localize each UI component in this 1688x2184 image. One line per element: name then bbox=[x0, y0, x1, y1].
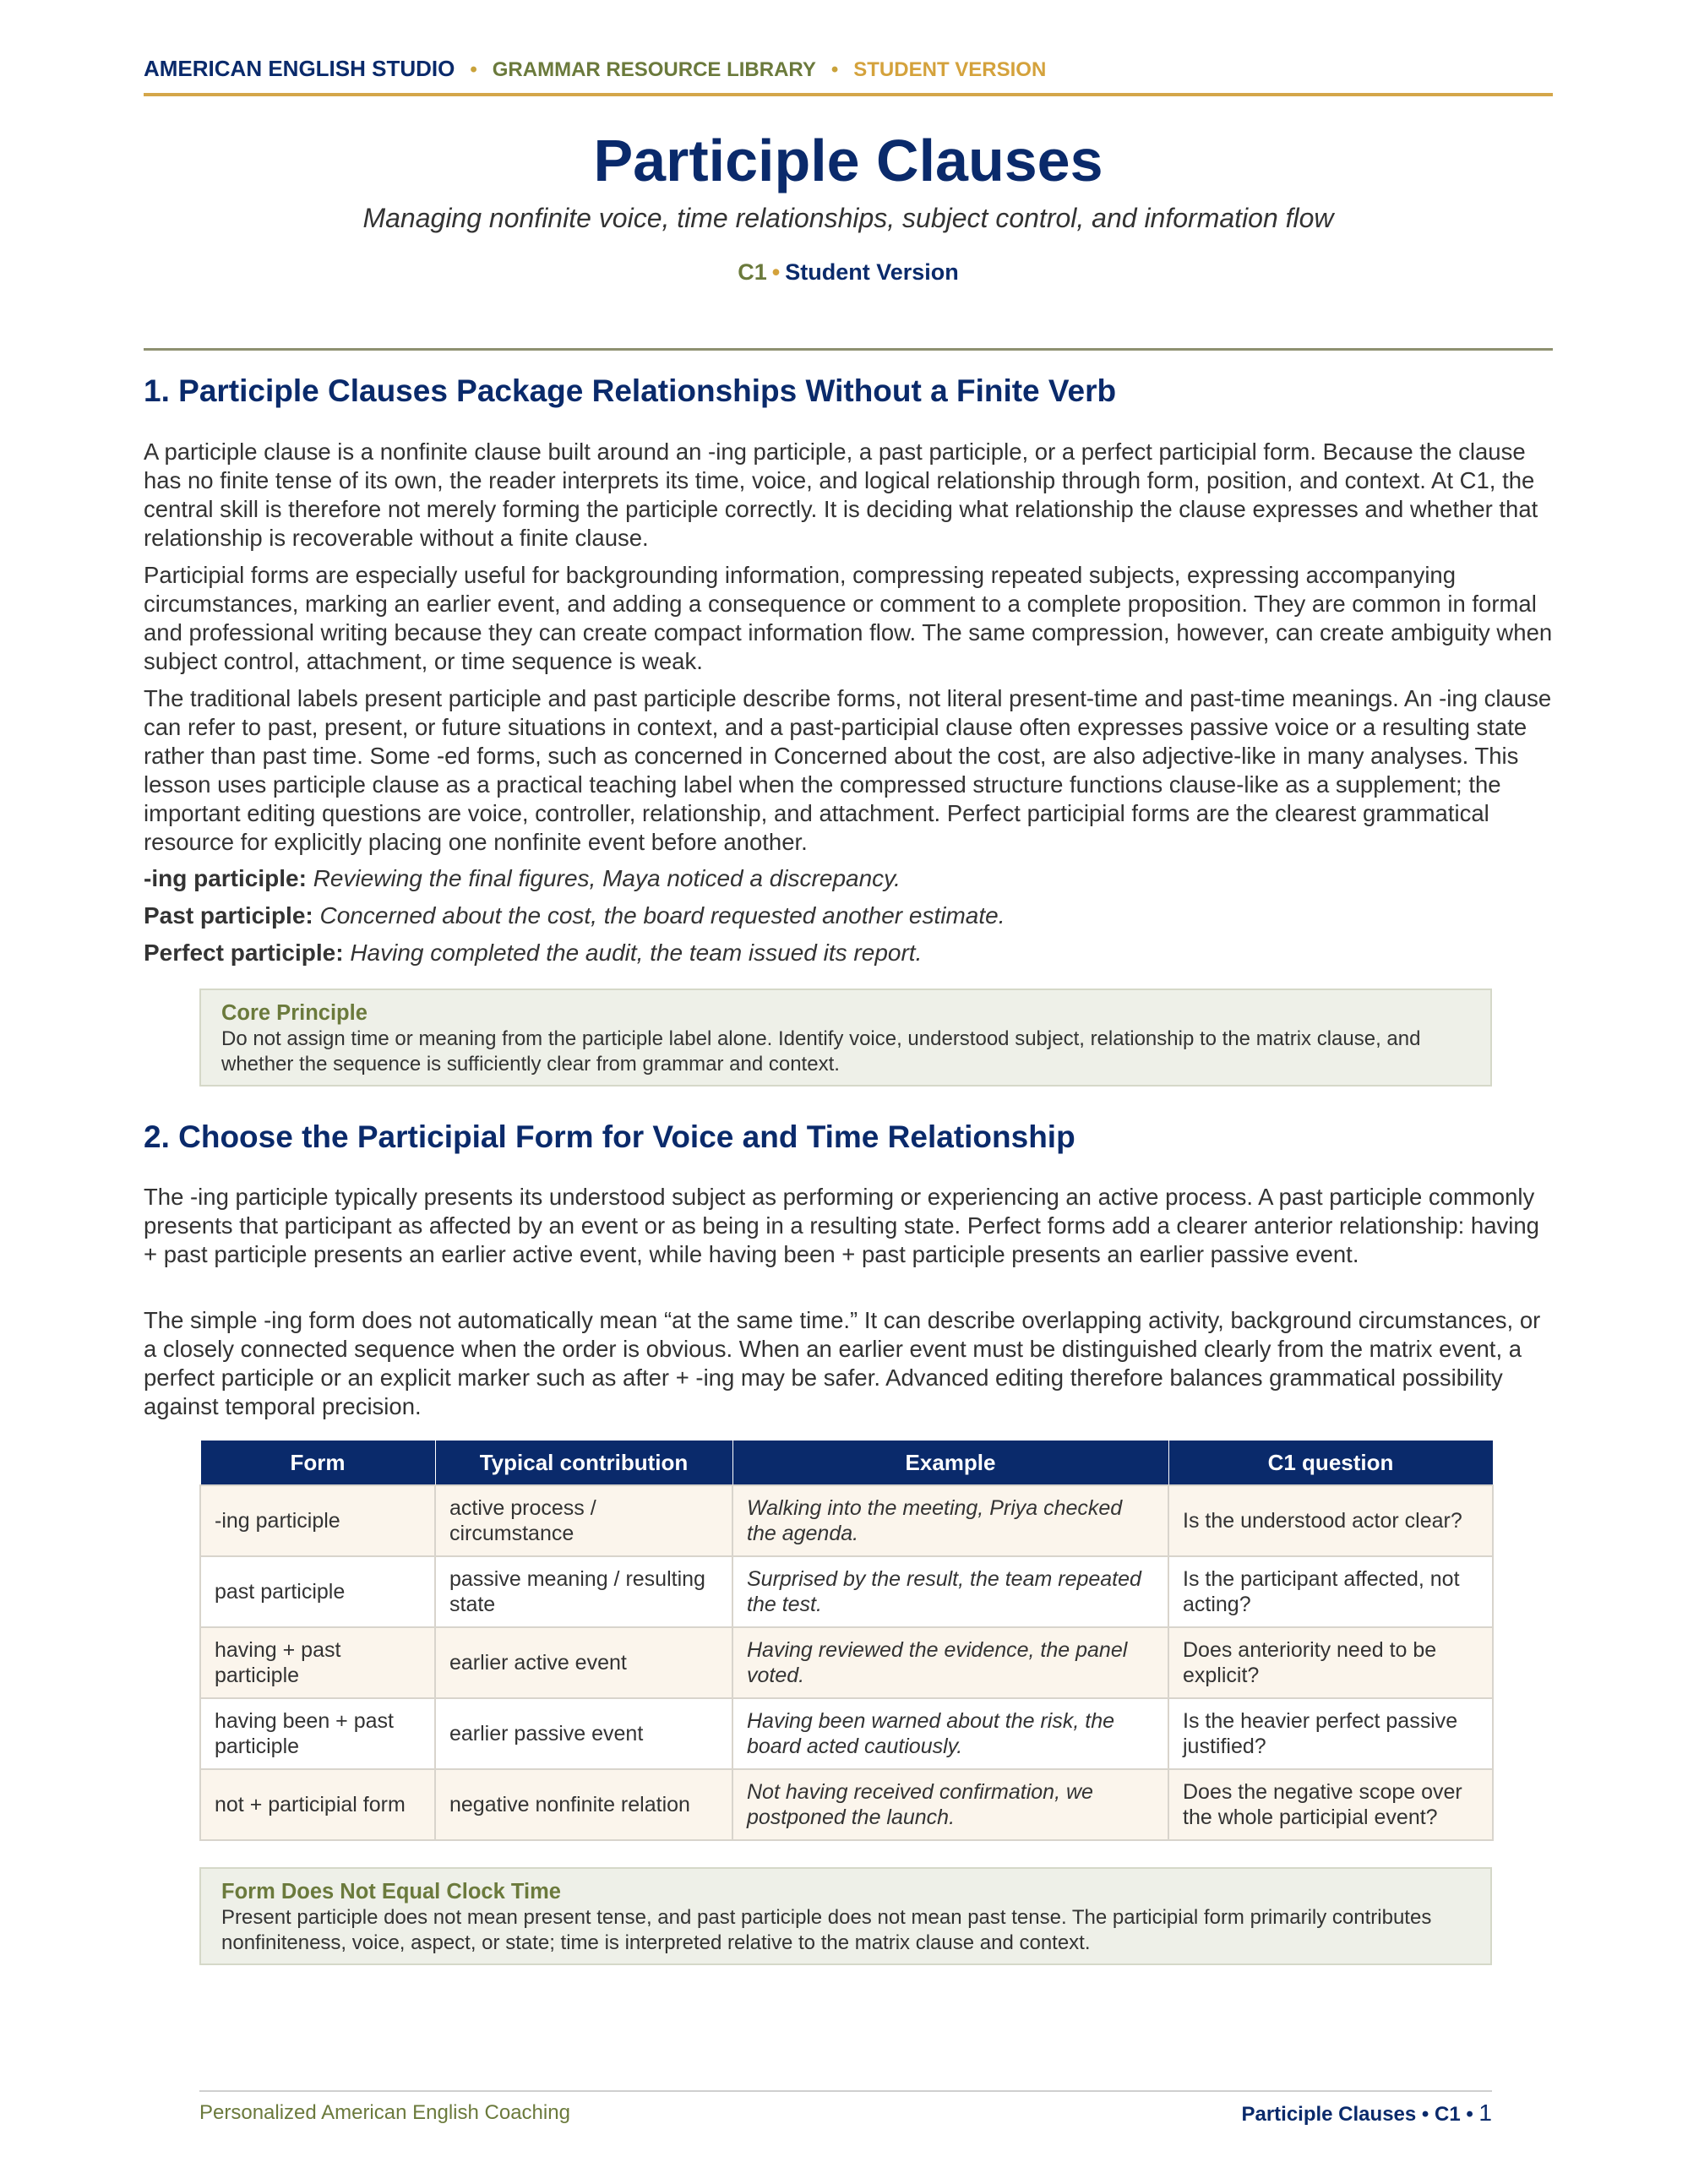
column-header-question: C1 question bbox=[1168, 1441, 1493, 1486]
page-title: Participle Clauses bbox=[593, 128, 1103, 193]
page-number: 1 bbox=[1478, 2100, 1492, 2126]
section-1-paragraph: Participial forms are especially useful for backgrounding information, compressing repeated subjects, expressing accompanying circumstances, marking an earlier event, and adding a consequence or comment to a complete proposition. They are common in formal and professional writing because they can create compact information flow. The same compression, however, can create ambiguity when subject control, attachment, or time sequence is weak. bbox=[144, 562, 1553, 674]
cell-example: Having reviewed the evidence, the panel voted. bbox=[732, 1627, 1168, 1698]
column-header-contribution: Typical contribution bbox=[435, 1441, 732, 1486]
column-header-form: Form bbox=[200, 1441, 435, 1486]
section-1-paragraph: A participle clause is a nonfinite clause built around an -ing participle, a past participle, or a perfect participial form. Because the clause has no finite tense of its own, the reader interprets its time, voice, and logical relationship through form, position, and context. At C1, the central skill is therefore not merely forming the participle correctly. It is deciding what relationship the clause expresses and whether that relationship is recoverable without a finite clause. bbox=[144, 438, 1538, 551]
footer-page-info bbox=[1241, 2100, 1492, 2127]
example-line bbox=[144, 938, 1553, 968]
section-2-heading: 2. Choose the Participial Form for Voice and Time Relationship bbox=[144, 1119, 1075, 1154]
section-2-paragraph: The -ing participle typically presents its understood subject as performing or experiencing an active process. A past participle commonly presents that participant as affected by an event or as being in a resulting state. Perfect forms add a clearer anterior relationship: having + past participle presents an earlier active event, while having been + past participle presents an earlier passive event. bbox=[144, 1184, 1539, 1267]
footer-level: C1 bbox=[1434, 2103, 1461, 2126]
section-2-paragraph: The simple -ing form does not automatically mean “at the same time.” It can describe overlapping activity, background circumstances, or a closely connected sequence when the order is obvious. When an earlier event must be distinguished clearly from the matrix event, a perfect participle or an explicit marker such as after + -ing may be safer. Advanced editing therefore balances grammatical possibility against temporal precision. bbox=[144, 1307, 1541, 1419]
cell-question: Is the understood actor clear? bbox=[1168, 1485, 1493, 1556]
example-sentence: Having completed the audit, the team issued its report. bbox=[350, 940, 923, 966]
table-row bbox=[200, 1698, 1493, 1769]
header-divider bbox=[144, 348, 1553, 351]
footer-separator: • bbox=[1421, 2103, 1429, 2126]
table-row bbox=[200, 1627, 1493, 1698]
cell-form: having + past participle bbox=[200, 1627, 435, 1698]
clock-time-note-box bbox=[199, 1867, 1492, 1965]
callout-text: Present participle does not mean present tense, and past participle does not mean past tense. The participial form primarily contributes nonfiniteness, voice, aspect, or state; time is interpreted relative to the matrix clause and context. bbox=[221, 1906, 1432, 1954]
footer-divider bbox=[199, 2090, 1492, 2092]
document-page bbox=[144, 0, 1553, 2184]
table-row bbox=[200, 1485, 1493, 1556]
version-label: STUDENT VERSION bbox=[853, 58, 1047, 81]
example-sentence: Reviewing the final figures, Maya noticed a discrepancy. bbox=[313, 865, 901, 891]
participle-forms-table bbox=[199, 1440, 1494, 1841]
cell-form: -ing participle bbox=[200, 1485, 435, 1556]
cell-form: not + participial form bbox=[200, 1769, 435, 1840]
cell-contribution: earlier active event bbox=[435, 1627, 732, 1698]
callout-title: Form Does Not Equal Clock Time bbox=[221, 1880, 561, 1904]
cell-question: Is the participant affected, not acting? bbox=[1168, 1556, 1493, 1627]
cell-question: Is the heavier perfect passive justified? bbox=[1168, 1698, 1493, 1769]
banner-divider bbox=[144, 93, 1553, 96]
banner-separator: • bbox=[830, 58, 839, 81]
cell-question: Does the negative scope over the whole participial event? bbox=[1168, 1769, 1493, 1840]
cell-example: Having been warned about the risk, the board acted cautiously. bbox=[732, 1698, 1168, 1769]
version-text: Student Version bbox=[785, 259, 959, 285]
cell-contribution: passive meaning / resulting state bbox=[435, 1556, 732, 1627]
column-header-example: Example bbox=[732, 1441, 1168, 1486]
cell-contribution: earlier passive event bbox=[435, 1698, 732, 1769]
level-badge: C1 bbox=[738, 259, 767, 285]
banner-separator: • bbox=[470, 58, 477, 81]
footer-separator: • bbox=[1466, 2103, 1473, 2126]
callout-text: Do not assign time or meaning from the participle label alone. Identify voice, understood subject, relationship to the matrix clause, and whether the sequence is sufficiently clear from grammar and context. bbox=[221, 1027, 1421, 1076]
example-label: Perfect participle: bbox=[144, 940, 344, 966]
top-banner bbox=[144, 56, 1553, 82]
example-label: -ing participle: bbox=[144, 865, 307, 891]
table-row bbox=[200, 1769, 1493, 1840]
table-row bbox=[200, 1556, 1493, 1627]
cell-contribution: active process / circumstance bbox=[435, 1485, 732, 1556]
cell-contribution: negative nonfinite relation bbox=[435, 1769, 732, 1840]
brand-name: AMERICAN ENGLISH STUDIO bbox=[144, 56, 455, 81]
table-header-row bbox=[200, 1441, 1493, 1486]
cell-example: Surprised by the result, the team repeated the test. bbox=[732, 1556, 1168, 1627]
footer-tagline: Personalized American English Coaching bbox=[199, 2101, 570, 2124]
cell-form: having been + past participle bbox=[200, 1698, 435, 1769]
example-line bbox=[144, 901, 1553, 931]
example-label: Past participle: bbox=[144, 902, 313, 929]
cell-example: Not having received confirmation, we postponed the launch. bbox=[732, 1769, 1168, 1840]
page-subtitle: Managing nonfinite voice, time relationships, subject control, and information flow bbox=[362, 203, 1334, 233]
library-name: GRAMMAR RESOURCE LIBRARY bbox=[492, 58, 816, 81]
callout-title: Core Principle bbox=[221, 1001, 368, 1025]
example-sentence: Concerned about the cost, the board requested another estimate. bbox=[319, 902, 1005, 929]
footer-title: Participle Clauses bbox=[1241, 2103, 1417, 2126]
section-1-paragraph: The traditional labels present participle and past participle describe forms, not literal present-time and past-time meanings. An -ing clause can refer to past, present, or future situations in context, and a past-participial clause often expresses passive voice or a resulting state rather than past time. Some -ed forms, such as concerned in Concerned about the cost, are also adjective-like in many analyses. This lesson uses participle clause as a practical teaching label when the compressed structure functions clause-like as a supplement; the important editing questions are voice, controller, relationship, and attachment. Perfect participial forms are the clearest grammatical resource for explicitly placing one nonfinite event before another. bbox=[144, 685, 1552, 855]
core-principle-box bbox=[199, 989, 1492, 1087]
section-1-heading: 1. Participle Clauses Package Relationships Without a Finite Verb bbox=[144, 373, 1117, 408]
cell-question: Does anteriority need to be explicit? bbox=[1168, 1627, 1493, 1698]
example-line bbox=[144, 863, 1553, 894]
cell-example: Walking into the meeting, Priya checked the agenda. bbox=[732, 1485, 1168, 1556]
cell-form: past participle bbox=[200, 1556, 435, 1627]
level-line bbox=[144, 259, 1553, 286]
level-separator: • bbox=[771, 259, 781, 285]
